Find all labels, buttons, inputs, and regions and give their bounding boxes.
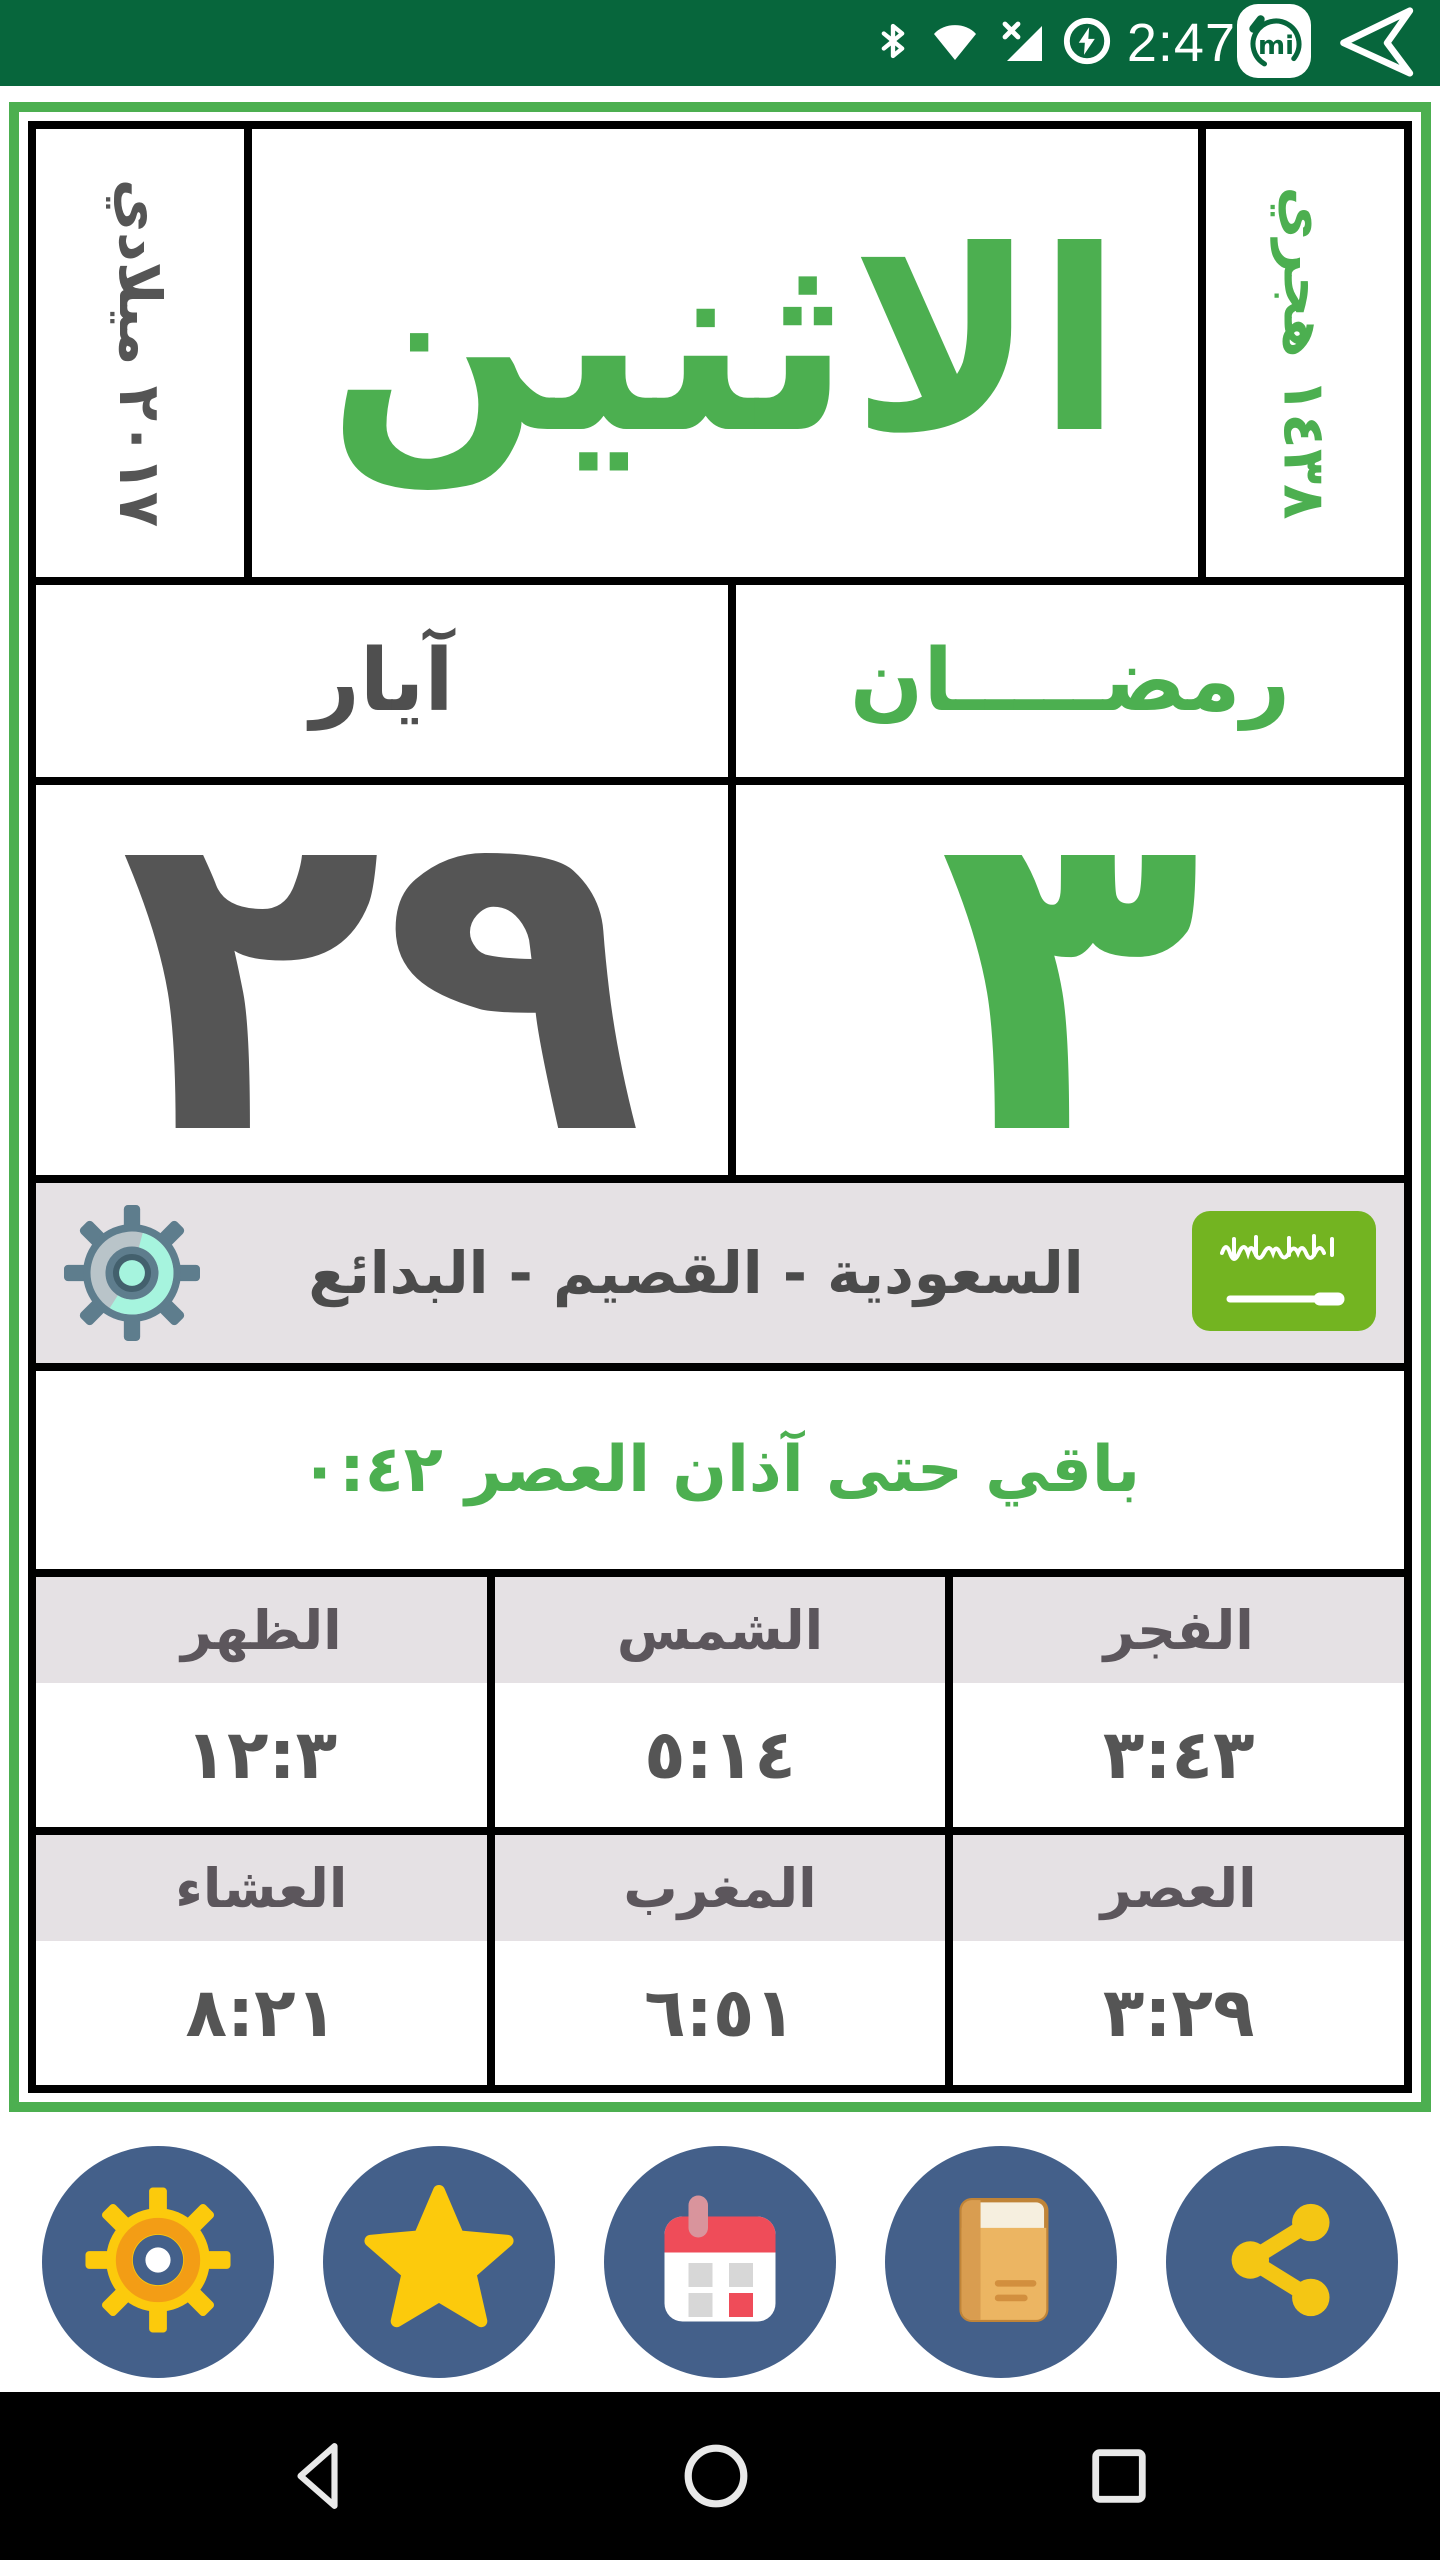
prayer-col-asr <box>953 1835 1404 2085</box>
hijri-year: ١٤٣٨ هجري <box>1271 186 1339 520</box>
prayer-time: ٣:٢٩ <box>1102 1973 1255 2053</box>
status-time: 2:47 <box>1126 13 1236 73</box>
prayer-col-isha <box>36 1835 487 2085</box>
prayer-col-maghrib <box>495 1835 946 2085</box>
prayer-name: العشاء <box>36 1835 487 1941</box>
gregorian-year: ٢٠١٧ ميلادي <box>105 178 174 528</box>
prayer-col-shams <box>495 1577 946 1827</box>
location-text: السعودية - القصيم - البدائع <box>308 1239 1084 1307</box>
prayer-time: ١٢:٣ <box>185 1715 338 1795</box>
share-button[interactable] <box>1166 2146 1398 2378</box>
cellular-no-sim-icon <box>997 17 1047 69</box>
prayer-name: الظهر <box>36 1577 487 1683</box>
bottom-button-bar <box>0 2146 1440 2378</box>
status-bar-indicators <box>873 12 1236 74</box>
battery-charging-icon <box>1061 15 1113 71</box>
location-bar <box>36 1183 1404 1363</box>
location-settings-button[interactable] <box>64 1205 200 1341</box>
prayer-time: ٨:٢١ <box>185 1973 338 2053</box>
prayer-time: ٦:٥١ <box>644 1973 796 2053</box>
gear-icon <box>84 2186 232 2338</box>
calendar-button[interactable] <box>604 2146 836 2378</box>
prayer-name: الشمس <box>495 1577 946 1683</box>
gregorian-year-cell <box>36 129 244 577</box>
prayer-time: ٣:٤٣ <box>1102 1715 1255 1795</box>
wifi-icon <box>927 17 983 69</box>
calendar-icon <box>645 2185 795 2339</box>
day-name: الاثنين <box>252 129 1198 577</box>
nav-back-button[interactable] <box>288 2441 346 2511</box>
prayer-name: العصر <box>953 1835 1404 1941</box>
prayer-name: المغرب <box>495 1835 946 1941</box>
nav-home-button[interactable] <box>681 2441 751 2511</box>
gregorian-day-number: ٢٩ <box>36 785 728 1175</box>
status-bar-notifications <box>1236 3 1414 83</box>
nav-recents-button[interactable] <box>1086 2443 1152 2509</box>
bluetooth-icon <box>873 17 913 69</box>
book-button[interactable] <box>885 2146 1117 2378</box>
prayer-col-dhuhr <box>36 1577 487 1827</box>
android-nav-bar <box>0 2392 1440 2560</box>
star-icon <box>364 2185 514 2339</box>
hijri-day-number: ٣ <box>736 785 1404 1175</box>
book-icon <box>928 2187 1074 2337</box>
mi-fit-icon <box>1236 3 1312 83</box>
share-icon <box>1210 2188 1354 2336</box>
gregorian-month: آيار <box>36 585 728 777</box>
saudi-flag-icon <box>1192 1211 1376 1335</box>
favorites-button[interactable] <box>323 2146 555 2378</box>
hijri-year-cell <box>1206 129 1404 577</box>
settings-button[interactable] <box>42 2146 274 2378</box>
hijri-month: رمضـــــان <box>736 585 1404 777</box>
prayer-time: ٥:١٤ <box>644 1715 796 1795</box>
share-arrow-icon <box>1328 5 1414 81</box>
prayer-name: الفجر <box>953 1577 1404 1683</box>
status-bar <box>0 0 1440 86</box>
prayer-col-fajr <box>953 1577 1404 1827</box>
calendar-table <box>28 121 1412 2093</box>
adhan-countdown: باقي حتى آذان العصر ٠:٤٢ <box>36 1371 1404 1569</box>
calendar-card <box>9 102 1431 2112</box>
svg-text:mi: mi <box>1257 31 1295 61</box>
